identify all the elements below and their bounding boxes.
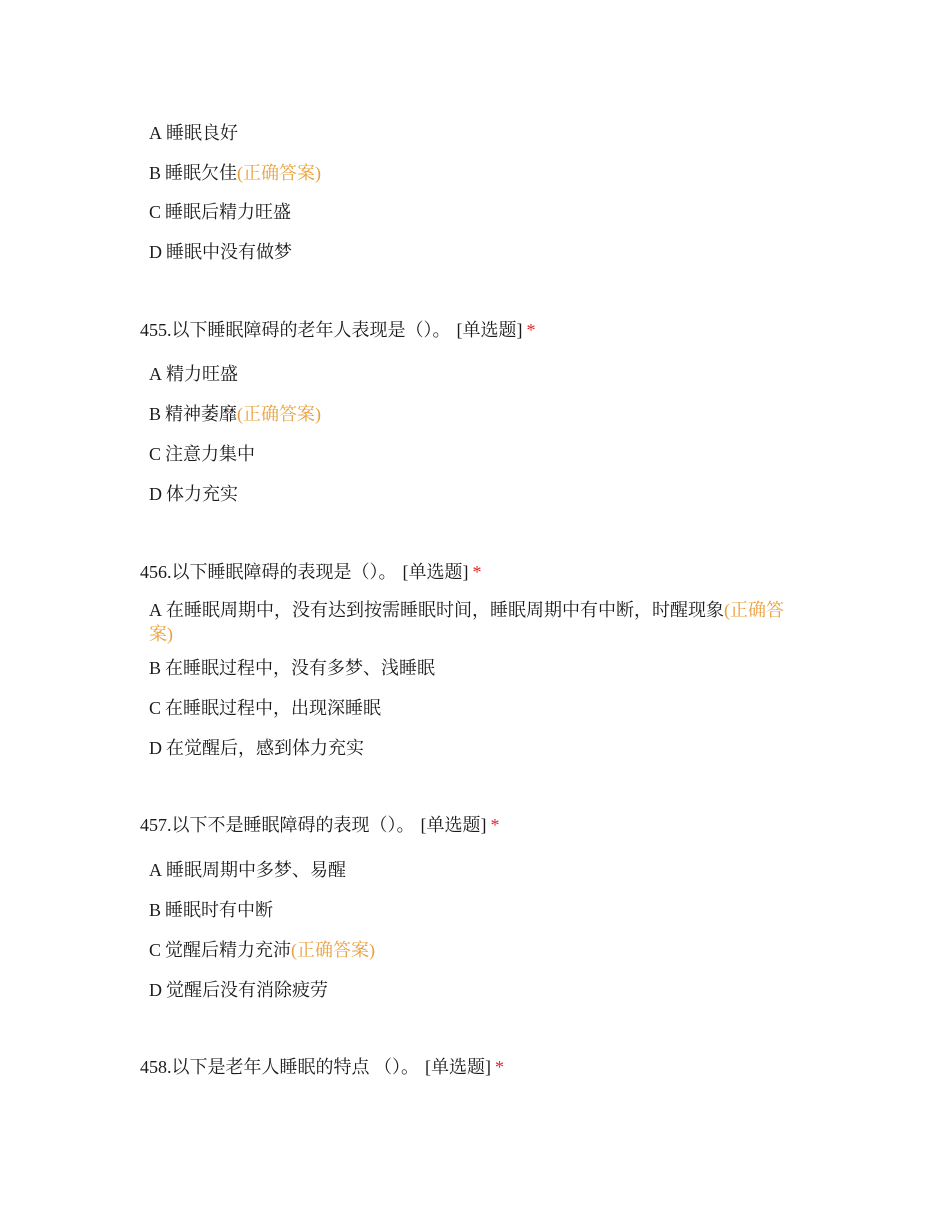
option-b: B 在睡眠过程中，没有多梦、浅睡眠 [149, 658, 436, 678]
question-458 [140, 1055, 504, 1079]
question-text: 457.以下不是睡眠障碍的表现（）。 [140, 815, 415, 835]
correct-answer-mark: (正确答案) [291, 940, 376, 960]
option-c: C 觉醒后精力充沛(正确答案) [149, 940, 376, 960]
option-b: B 睡眠时有中断 [149, 900, 274, 920]
question-455 [140, 318, 536, 342]
option-d: D 觉醒后没有消除疲劳 [149, 980, 328, 1000]
option-a: A 在睡眠周期中，没有达到按需睡眠时间，睡眠周期中有中断，时醒现象(正确答案) [149, 600, 784, 644]
option-b: B 睡眠欠佳(正确答案) [149, 163, 322, 183]
option-c: C 在睡眠过程中，出现深睡眠 [149, 698, 382, 718]
required-mark: * [472, 562, 482, 582]
correct-answer-mark: (正确答案) [237, 404, 322, 424]
option-a: A 睡眠良好 [149, 123, 238, 143]
option-c: C 睡眠后精力旺盛 [149, 202, 292, 222]
option-d: D 在觉醒后，感到体力充实 [149, 738, 364, 758]
option-d: D 体力充实 [149, 484, 238, 504]
required-mark: * [526, 320, 536, 340]
question-type: [单选题] [425, 1057, 491, 1077]
question-type: [单选题] [402, 562, 469, 582]
correct-answer-mark: (正确答案) [149, 600, 784, 644]
question-text: 455.以下睡眠障碍的老年人表现是（）。 [140, 320, 451, 340]
question-type: [单选题] [456, 320, 523, 340]
option-a: A 精力旺盛 [149, 364, 238, 384]
option-d: D 睡眠中没有做梦 [149, 242, 292, 262]
option-b: B 精神萎靡(正确答案) [149, 404, 322, 424]
required-mark: * [495, 1057, 504, 1077]
question-456 [140, 560, 482, 584]
correct-answer-mark: (正确答案) [237, 163, 322, 183]
option-c: C 注意力集中 [149, 444, 256, 464]
option-a: A 睡眠周期中多梦、易醒 [149, 860, 346, 880]
question-type: [单选题] [420, 815, 487, 835]
question-text: 458.以下是老年人睡眠的特点 （）。 [140, 1057, 419, 1077]
question-457 [140, 813, 500, 837]
required-mark: * [490, 815, 500, 835]
question-text: 456.以下睡眠障碍的表现是（）。 [140, 562, 397, 582]
